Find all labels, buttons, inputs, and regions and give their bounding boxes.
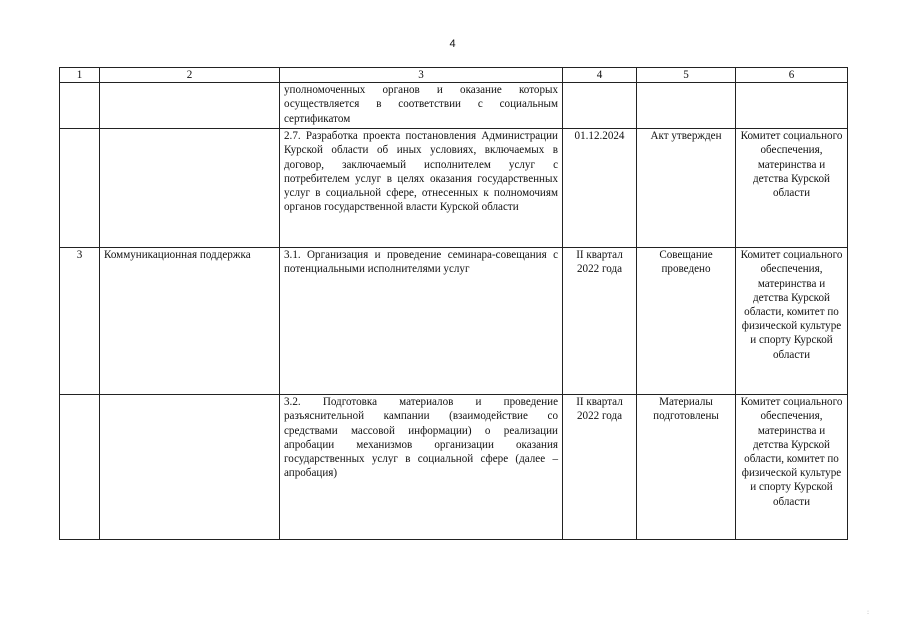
header-cell-3: 3 — [280, 68, 563, 83]
result-cell: Совещание проведено — [637, 248, 736, 395]
result-cell — [637, 83, 736, 129]
responsible-cell — [736, 83, 848, 129]
action-cell: 3.1. Организация и проведение семинара-совещания с потенциальными исполнителями услуг — [280, 248, 563, 395]
header-cell-2: 2 — [100, 68, 280, 83]
task-name-cell — [100, 83, 280, 129]
action-cell: 2.7. Разработка проекта постановления Администрации Курской области об иных условиях, включаемых в договор, заключаемый исполнителем услуг с потребителем услуг в целях оказания государственных услуг в социальной сфере, отнесенных к полномочиям органов государственной власти Курской области — [280, 129, 563, 248]
table-row — [60, 395, 848, 540]
table-row — [60, 248, 848, 395]
header-cell-5: 5 — [637, 68, 736, 83]
responsible-cell: Комитет социального обеспечения, материнства и детства Курской области, комитет по физической культуре и спорту Курской области — [736, 248, 848, 395]
row-number-cell — [60, 83, 100, 129]
scan-mark: : — [866, 609, 869, 616]
table-row — [60, 83, 848, 129]
header-row — [60, 68, 848, 83]
task-name-cell — [100, 395, 280, 540]
deadline-cell: II квартал 2022 года — [563, 395, 637, 540]
action-cell: уполномоченных органов и оказание которых осуществляется в соответствии с социальным сертификатом — [280, 83, 563, 129]
deadline-cell: 01.12.2024 — [563, 129, 637, 248]
responsible-cell: Комитет социального обеспечения, материнства и детства Курской области — [736, 129, 848, 248]
task-name-cell — [100, 129, 280, 248]
deadline-cell — [563, 83, 637, 129]
plan-table — [59, 67, 848, 540]
header-cell-6: 6 — [736, 68, 848, 83]
table-row — [60, 129, 848, 248]
header-cell-4: 4 — [563, 68, 637, 83]
page-number: 4 — [449, 38, 456, 50]
header-cell-1: 1 — [60, 68, 100, 83]
result-cell: Акт утвержден — [637, 129, 736, 248]
task-name-cell: Коммуникационная поддержка — [100, 248, 280, 395]
row-number-cell — [60, 395, 100, 540]
action-cell: 3.2. Подготовка материалов и проведение разъяснительной кампании (взаимодействие со средствами массовой информации) о реализации апробации механизмов организации оказания государственных услуг в социальной сфере (далее – апробация) — [280, 395, 563, 540]
row-number-cell — [60, 129, 100, 248]
deadline-cell: II квартал 2022 года — [563, 248, 637, 395]
responsible-cell: Комитет социального обеспечения, материнства и детства Курской области, комитет по физической культуре и спорту Курской области — [736, 395, 848, 540]
result-cell: Материалы подготовлены — [637, 395, 736, 540]
row-number-cell: 3 — [60, 248, 100, 395]
